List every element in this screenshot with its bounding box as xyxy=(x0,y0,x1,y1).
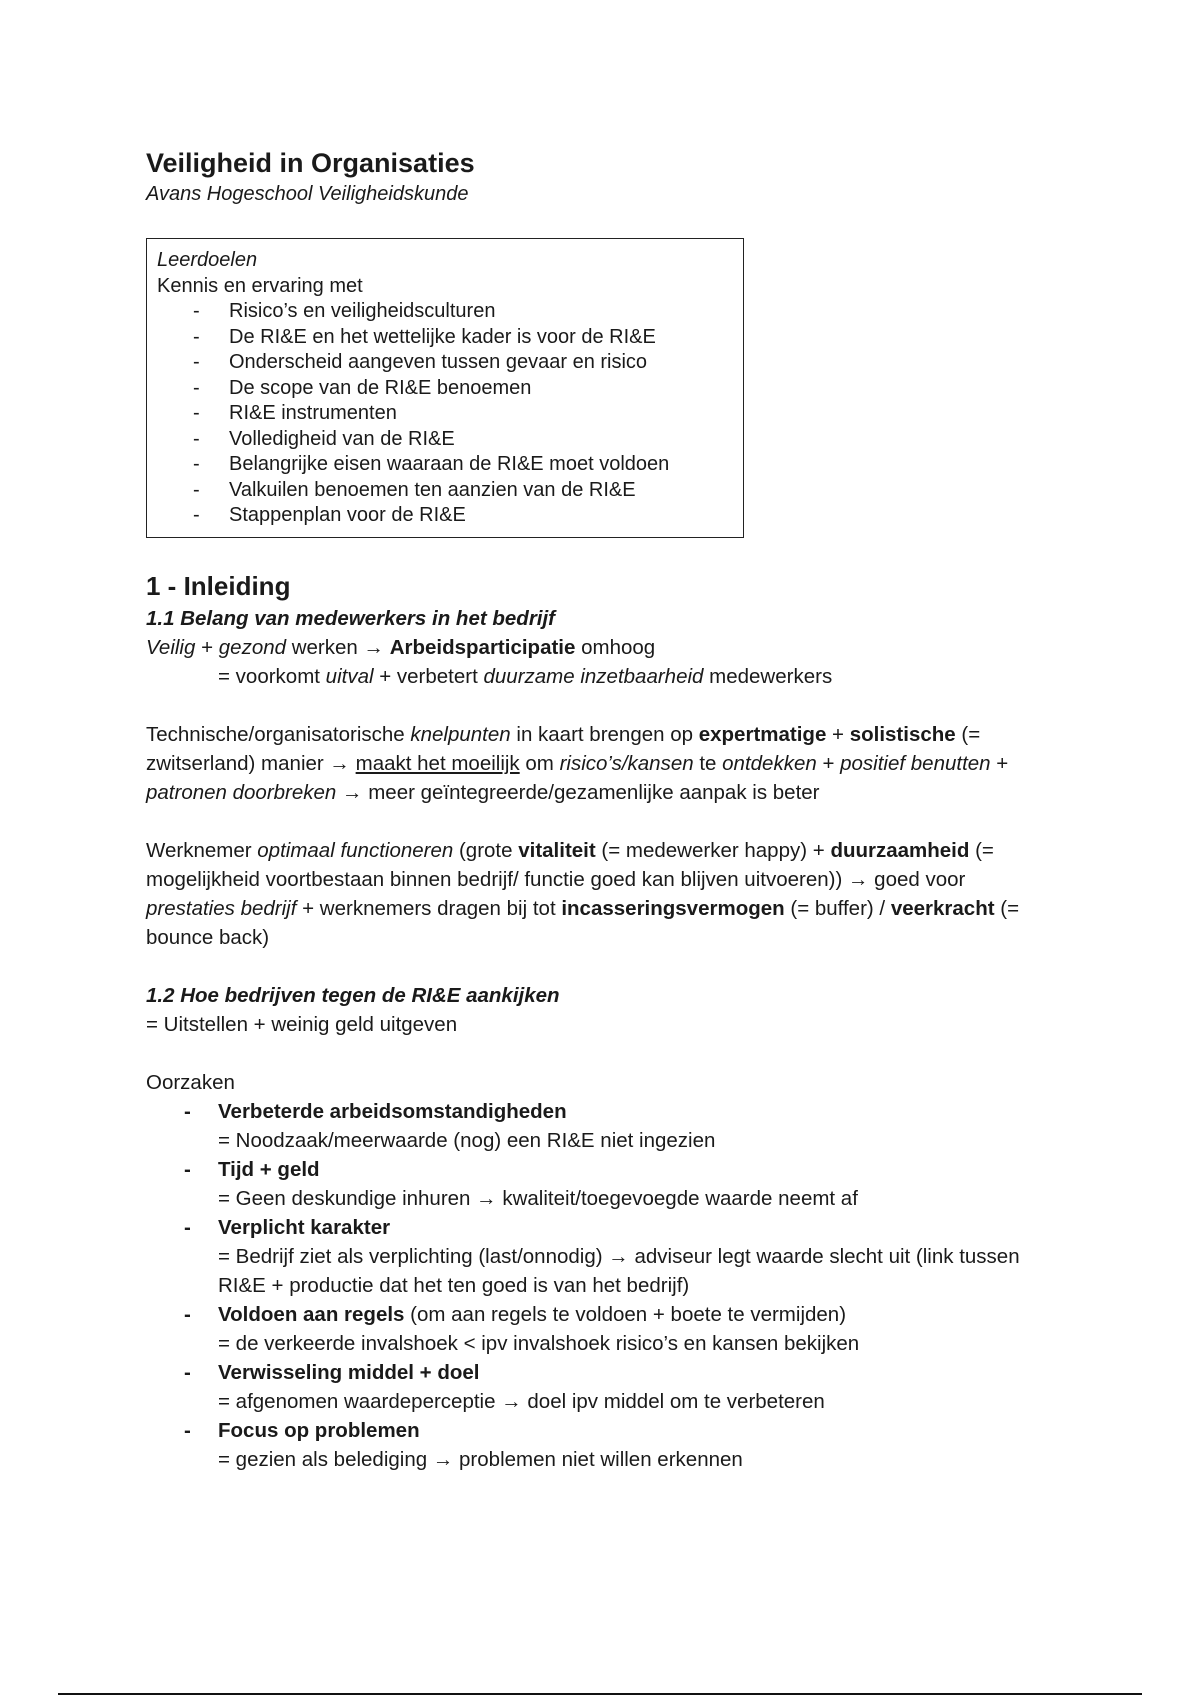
leerdoelen-intro: Kennis en ervaring met xyxy=(157,274,363,297)
list-item: - RI&E instrumenten xyxy=(157,401,743,427)
document-subtitle: Avans Hogeschool Veiligheidskunde xyxy=(146,183,469,205)
subsection-heading-1-2: 1.2 Hoe bedrijven tegen de RI&E aankijken xyxy=(146,983,560,1007)
leerdoelen-box xyxy=(146,238,744,538)
list-item: - Belangrijke eisen waaraan de RI&E moet voldoen xyxy=(157,452,743,478)
oorzaken-label: Oorzaken xyxy=(146,1070,235,1094)
list-item: - Valkuilen benoemen ten aanzien van de RI&E xyxy=(157,478,743,504)
list-item: - Verwisseling middel + doel = afgenomen waardeperceptie → doel ipv middel om te verbeteren xyxy=(146,1358,1046,1416)
paragraph-line: Veilig + gezond werken → Arbeidsparticipatie omhoog xyxy=(146,635,656,659)
list-item: - Onderscheid aangeven tussen gevaar en risico xyxy=(157,350,743,376)
paragraph: Technische/organisatorische knelpunten in kaart brengen op expertmatige + solistische (= zwitserland) manier → maakt het moeilijk om risico’s/kansen te ontdekken + positief benutten + patronen doorbreken → meer geïntegreerde/gezamenlijke aanpak is beter xyxy=(146,722,1009,804)
leerdoelen-label: Leerdoelen xyxy=(157,249,258,271)
list-item: - Verbeterde arbeidsomstandigheden = Noodzaak/meerwaarde (nog) een RI&E niet ingezien xyxy=(146,1097,1046,1155)
list-item: - Voldoen aan regels (om aan regels te voldoen + boete te vermijden) = de verkeerde invalshoek < ipv invalshoek risico’s en kansen bekijken xyxy=(146,1300,1046,1358)
paragraph: Werknemer optimaal functioneren (grote vitaliteit (= medewerker happy) + duurzaamheid (= mogelijkheid voortbestaan binnen bedrijf/ functie goed kan blijven uitvoeren)) → goed voor prestaties bedrijf + werknemers dragen bij tot incasseringsvermogen (= buffer) / veerkracht (= bounce back) xyxy=(146,838,1020,949)
paragraph-line: = voorkomt uitval + verbetert duurzame inzetbaarheid medewerkers xyxy=(218,664,833,688)
list-item: - Focus op problemen = gezien als belediging → problemen niet willen erkennen xyxy=(146,1416,1046,1474)
list-item: - Stappenplan voor de RI&E xyxy=(157,503,743,529)
paragraph-line: = Uitstellen + weinig geld uitgeven xyxy=(146,1012,458,1036)
list-item: - De RI&E en het wettelijke kader is voor de RI&E xyxy=(157,325,743,351)
oorzaken-list xyxy=(146,1097,1046,1474)
section-heading-inleiding: 1 - Inleiding xyxy=(146,570,291,601)
list-item: - Volledigheid van de RI&E xyxy=(157,427,743,453)
list-item: - Verplicht karakter = Bedrijf ziet als verplichting (last/onnodig) → adviseur legt waarde slecht uit (link tussen RI&E + productie dat het ten goed is van het bedrijf) xyxy=(146,1213,1046,1300)
subsection-heading-1-1: 1.1 Belang van medewerkers in het bedrijf xyxy=(146,606,556,630)
leerdoelen-list xyxy=(157,299,743,529)
list-item: - De scope van de RI&E benoemen xyxy=(157,376,743,402)
document-title: Veiligheid in Organisaties xyxy=(146,148,475,178)
list-item: - Risico’s en veiligheidsculturen xyxy=(157,299,743,325)
footer-divider xyxy=(58,1693,1142,1695)
document-page xyxy=(146,146,1046,1474)
list-item: - Tijd + geld = Geen deskundige inhuren → kwaliteit/toegevoegde waarde neemt af xyxy=(146,1155,1046,1213)
